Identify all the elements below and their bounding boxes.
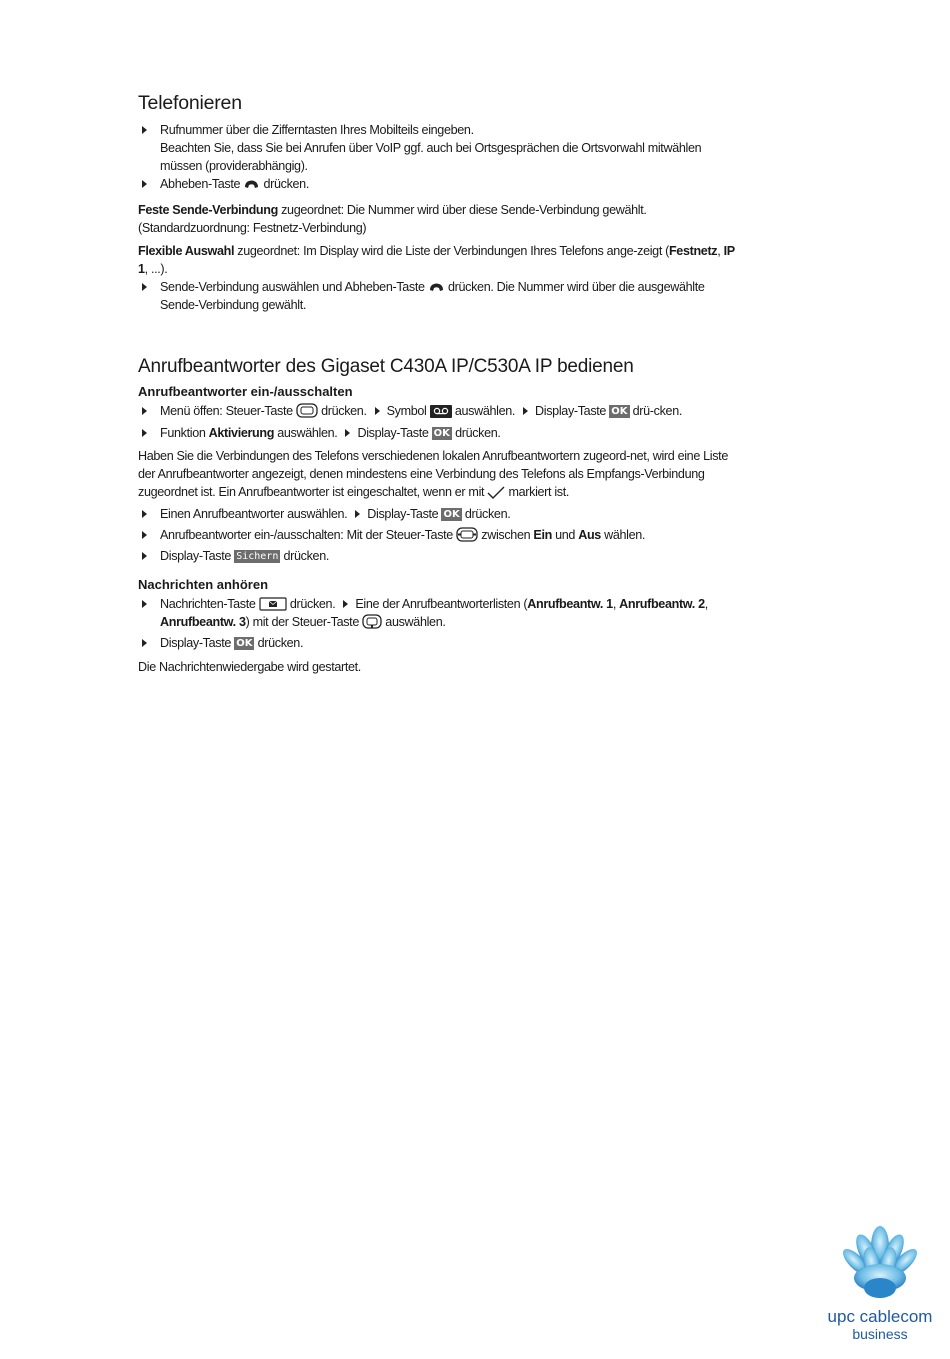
upc-cablecom-logo bbox=[818, 1226, 943, 1346]
subheading-listen: Nachrichten anhören bbox=[138, 577, 269, 592]
arrow-bullet-icon bbox=[142, 126, 147, 134]
step-open-menu: Menü öffen: Steuer-Taste drücken. Symbol auswählen. Display-Taste OK drü-cken. bbox=[138, 402, 738, 420]
step-enter-number: Rufnummer über die Zifferntasten Ihres Mobilteils eingeben. Beachten Sie, dass Sie bei Anrufen über VoIP ggf. auch bei Ortsgesprächen die Ortsvorwahl mitwählen müssen (providerabhängig). bbox=[138, 121, 738, 175]
arrow-bullet-icon bbox=[142, 407, 147, 415]
save-softkey: Sichern bbox=[236, 551, 279, 562]
document-page bbox=[138, 92, 738, 676]
logo-text-business: business bbox=[852, 1326, 908, 1342]
arrow-bullet-icon bbox=[142, 552, 147, 560]
para-flexible-selection: Flexible Auswahl zugeordnet: Im Display wird die Liste der Verbindungen Ihres Telefons ange-zeigt (Festnetz, IP 1, ...). bbox=[138, 244, 735, 276]
subheading-toggle: Anrufbeantworter ein-/ausschalten bbox=[138, 384, 353, 399]
para-fixed-connection: Feste Sende-Verbindung zugeordnet: Die Nummer wird über diese Sende-Verbindung gewählt. (Standardzuordnung: Festnetz-Verbindung) bbox=[138, 203, 647, 235]
arrow-bullet-icon bbox=[375, 407, 380, 415]
para-answering-machine-list: Haben Sie die Verbindungen des Telefons verschiedenen lokalen Anrufbeantwortern zugeord-net, wird eine Liste der Anrufbeantworter angezeigt, denen mindestens eine Verbindung des Telefons als Empfangs-Verbindung zugeordnet ist. Ein Anrufbeantworter ist eingeschaltet, wenn er mit markiert ist. bbox=[138, 449, 728, 499]
answering-machine-icon bbox=[430, 405, 452, 418]
step-message-key: Nachrichten-Taste drücken. Eine der Anrufbeantworterlisten (Anrufbeantw. 1, Anrufbeantw. 2, Anrufbeantw. 3) mit der Steuer-Taste auswählen. bbox=[138, 595, 738, 631]
step-display-ok: Display-Taste OK drücken. bbox=[138, 634, 738, 652]
arrow-bullet-icon bbox=[142, 639, 147, 647]
nav-key-icon bbox=[296, 403, 318, 418]
arrow-bullet-icon bbox=[142, 531, 147, 539]
arrow-bullet-icon bbox=[142, 600, 147, 608]
logo-flower-icon bbox=[818, 1226, 943, 1346]
phone-icon bbox=[428, 281, 445, 294]
arrow-bullet-icon bbox=[142, 180, 147, 188]
ok-softkey: OK bbox=[433, 428, 450, 439]
ok-softkey: OK bbox=[236, 638, 253, 649]
nav-key-icon bbox=[456, 527, 478, 542]
arrow-bullet-icon bbox=[343, 600, 348, 608]
step-activation: Funktion Aktivierung auswählen. Display-Taste OK drücken. bbox=[138, 424, 738, 442]
section-title-answering-machine: Anrufbeantworter des Gigaset C430A IP/C530A IP bedienen bbox=[138, 356, 634, 377]
final-note: Die Nachrichtenwiedergabe wird gestartet. bbox=[138, 660, 361, 674]
step-save: Display-Taste Sichern drücken. bbox=[138, 547, 738, 565]
ok-softkey: OK bbox=[443, 509, 460, 520]
step-press-call: Abheben-Taste drücken. bbox=[138, 175, 738, 193]
checkmark-icon bbox=[487, 486, 505, 499]
arrow-bullet-icon bbox=[355, 510, 360, 518]
step-toggle-on-off: Anrufbeantworter ein-/ausschalten: Mit der Steuer-Taste zwischen Ein und Aus wählen. bbox=[138, 526, 738, 544]
step-select-answering-machine: Einen Anrufbeantworter auswählen. Display-Taste OK drücken. bbox=[138, 505, 738, 523]
arrow-bullet-icon bbox=[345, 429, 350, 437]
message-key-icon bbox=[259, 597, 287, 611]
ok-softkey: OK bbox=[611, 406, 628, 417]
logo-text-upc: upc cablecom bbox=[827, 1307, 933, 1326]
phone-icon bbox=[243, 178, 260, 191]
arrow-bullet-icon bbox=[142, 283, 147, 291]
section-title-telefonieren: Telefonieren bbox=[138, 92, 242, 114]
step-select-connection: Sende-Verbindung auswählen und Abheben-Taste drücken. Die Nummer wird über die ausgewählte Sende-Verbindung gewählt. bbox=[138, 278, 738, 314]
arrow-bullet-icon bbox=[523, 407, 528, 415]
nav-key-down-icon bbox=[362, 614, 382, 629]
arrow-bullet-icon bbox=[142, 510, 147, 518]
arrow-bullet-icon bbox=[142, 429, 147, 437]
